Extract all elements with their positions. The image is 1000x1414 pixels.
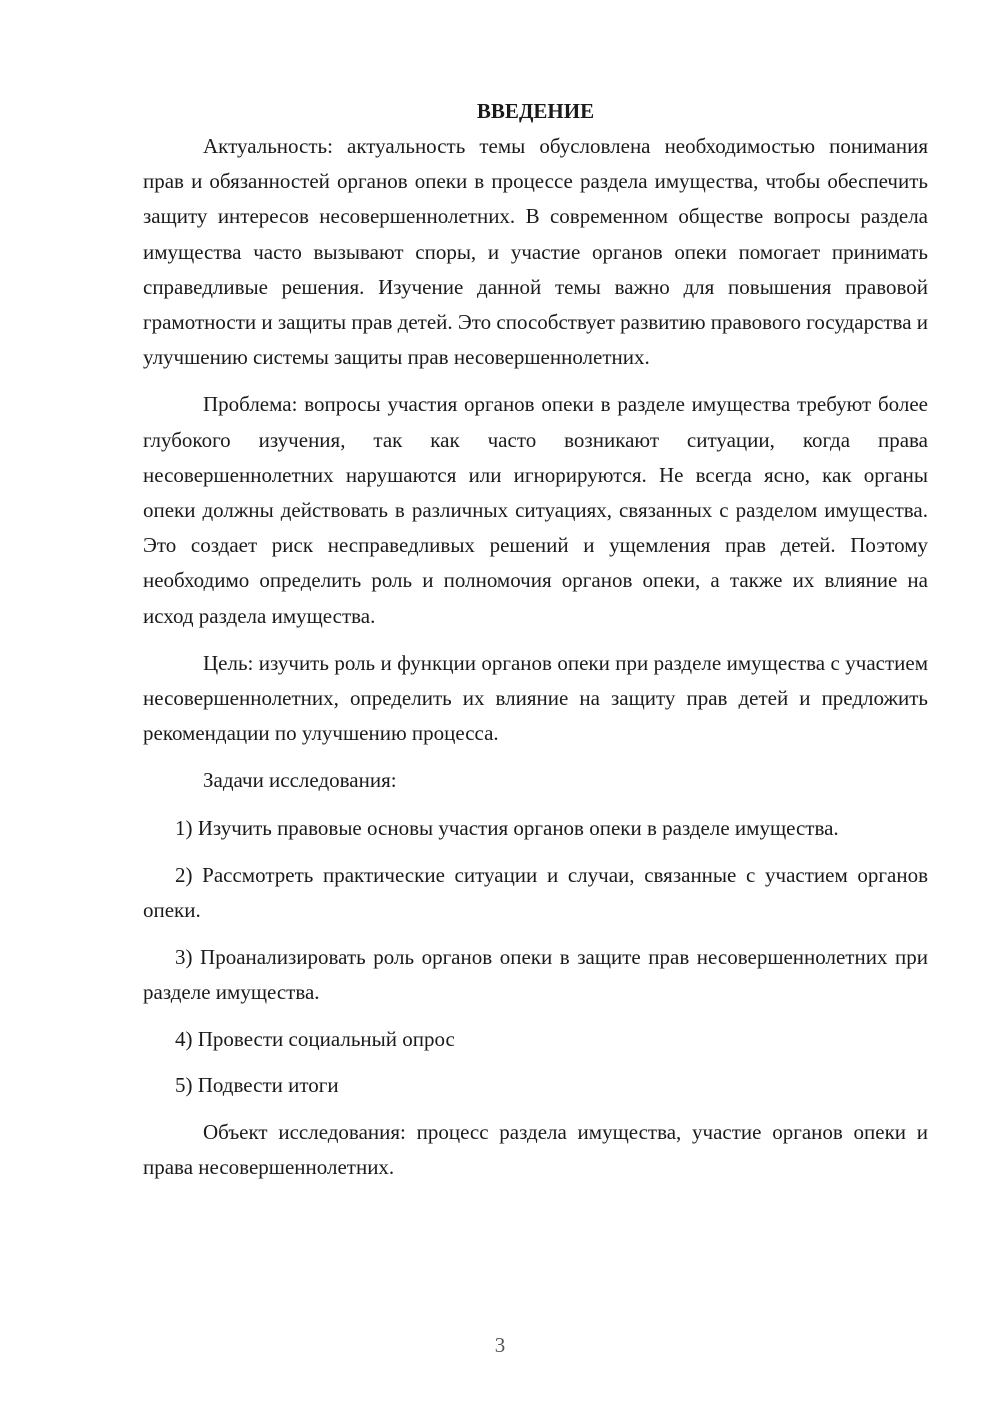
relevance-paragraph: Актуальность: актуальность темы обусловлена необходимостью понимания прав и обязанностей органов опеки в процессе раздела имущества, чтобы обеспечить защиту интересов несовершеннолетних. В современном обществе вопросы раздела имущества часто вызывают споры, и участие органов опеки помогает принимать справедливые решения. Изучение данной темы важно для повышения правовой грамотности и защиты прав детей. Это способствует развитию правового государства и улучшению системы защиты прав несовершеннолетних. <box>143 134 929 370</box>
task-item-3: 3) Проанализировать роль органов опеки в защите прав несовершеннолетних при разделе имущества. <box>143 945 928 1005</box>
goal-paragraph: Цель: изучить роль и функции органов опеки при разделе имущества с участием несовершеннолетних, определить их влияние на защиту прав детей и предложить рекомендации по улучшению процесса. <box>143 650 928 746</box>
problem-paragraph: Проблема: вопросы участия органов опеки в разделе имущества требуют более глубокого изучения, так как часто возникают ситуации, когда права несовершеннолетних нарушаются или игнорируются. Не всегда ясно, как органы опеки должны действовать в различных ситуациях, связанных с разделом имущества. Это создает риск несправедливых решений и ущемления прав детей. Поэтому необходимо определить роль и полномочия органов опеки, а также их влияние на исход раздела имущества. <box>143 392 928 628</box>
object-paragraph: Объект исследования: процесс раздела имущества, участие органов опеки и права несовершеннолетних. <box>143 1120 928 1180</box>
task-item-5: 5) Подвести итоги <box>175 1072 339 1097</box>
task-item-2: 2) Рассмотреть практические ситуации и случаи, связанные с участием органов опеки. <box>143 862 928 923</box>
task-item-1: 1) Изучить правовые основы участия органов опеки в разделе имущества. <box>175 815 839 840</box>
document-page <box>143 94 928 1185</box>
section-heading: ВВЕДЕНИЕ <box>476 99 595 123</box>
tasks-title: Задачи исследования: <box>203 768 397 793</box>
page-number: 3 <box>494 1333 506 1357</box>
task-item-4: 4) Провести социальный опрос <box>175 1026 455 1051</box>
